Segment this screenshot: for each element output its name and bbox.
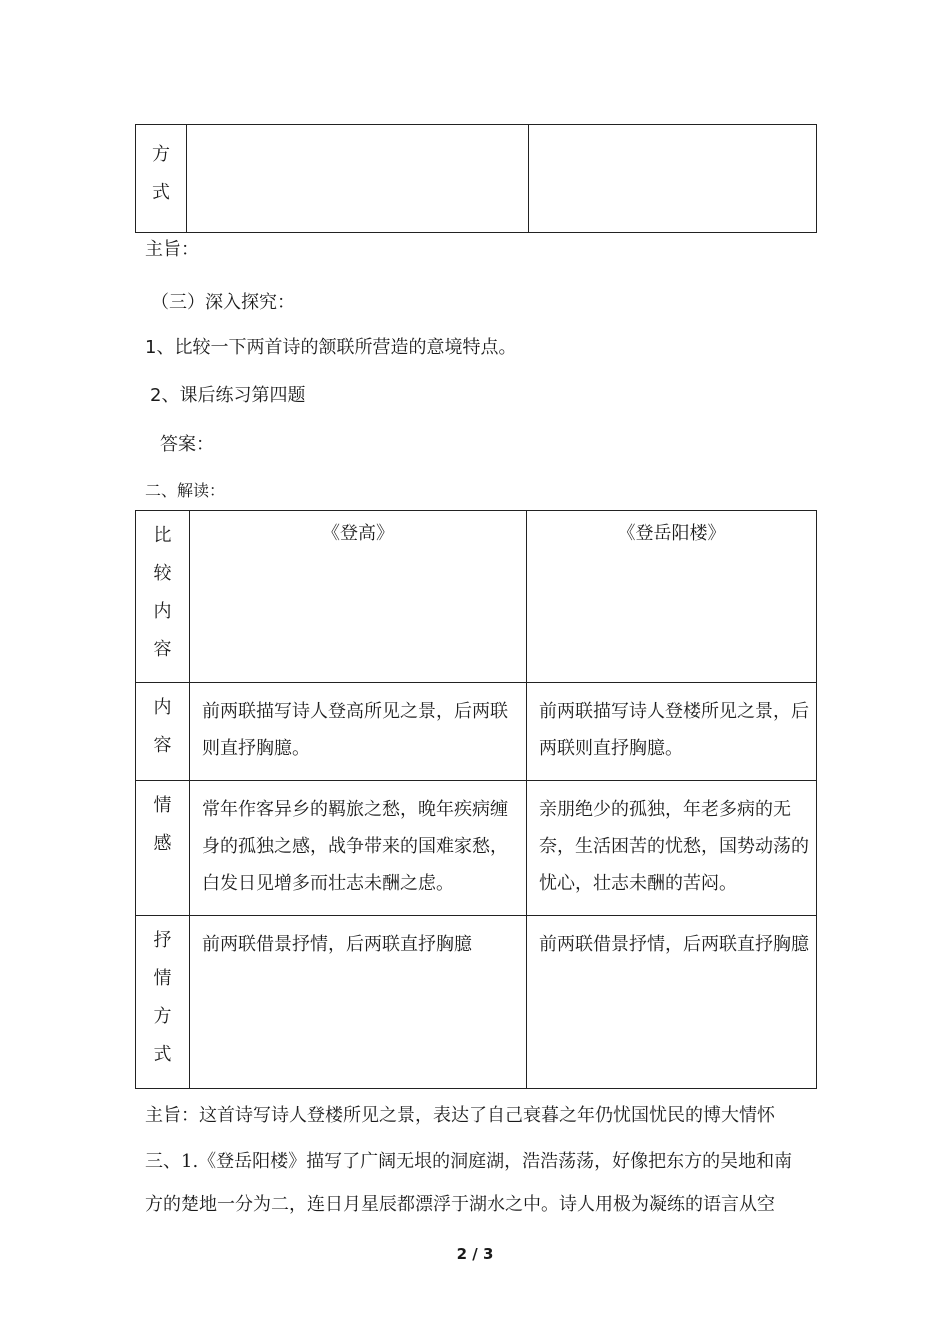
- section-interpret-heading: 二、解读：: [145, 481, 226, 500]
- page-number: 2 / 3: [456, 1245, 494, 1263]
- column-header-dengyueyanglou: 《登岳阳楼》: [527, 511, 817, 683]
- label-char: 内: [153, 697, 172, 718]
- label-char: 容: [153, 735, 172, 756]
- table-top: [135, 124, 817, 233]
- section-3-line-1: 三、1.《登岳阳楼》描写了广阔无垠的洞庭湖，浩浩荡荡，好像把东方的吴地和南: [145, 1151, 793, 1172]
- question-1: 1、比较一下两首诗的颔联所营造的意境特点。: [145, 337, 517, 358]
- answer-label: 答案：: [160, 434, 214, 455]
- label-char: 情: [153, 795, 172, 816]
- table-header-row: [136, 511, 817, 683]
- question-2: 2、课后练习第四题: [150, 385, 306, 406]
- table-cell: [187, 125, 529, 233]
- label-char: 方: [152, 144, 170, 165]
- label-char: 感: [153, 833, 172, 854]
- label-char: 方: [153, 1006, 172, 1027]
- column-header-denggao: 《登高》: [190, 511, 527, 683]
- section-deep-heading: （三）深入探究：: [151, 292, 295, 313]
- section-3-line-2: 方的楚地一分为二，连日月星辰都漂浮于湖水之中。诗人用极为凝练的语言从空: [145, 1194, 775, 1215]
- row-label: [136, 511, 190, 683]
- table-row: [136, 125, 817, 233]
- table-cell: 前两联描写诗人登高所见之景，后两联则直抒胸臆。: [190, 683, 527, 781]
- table-row: [136, 781, 817, 916]
- table-cell: 前两联借景抒情，后两联直抒胸臆: [190, 916, 527, 1089]
- table-cell: [529, 125, 817, 233]
- table-cell: 前两联借景抒情，后两联直抒胸臆: [527, 916, 817, 1089]
- table-cell: 亲朋绝少的孤独，年老多病的无奈，生活困苦的忧愁，国势动荡的忧心，壮志未酬的苦闷。: [527, 781, 817, 916]
- label-char: 式: [152, 182, 170, 203]
- row-label: [136, 916, 190, 1089]
- theme-label: 主旨：: [145, 239, 199, 260]
- table-row: [136, 683, 817, 781]
- row-label: [136, 125, 187, 233]
- label-char: 容: [153, 639, 172, 660]
- label-char: 抒: [153, 930, 172, 951]
- row-label: [136, 781, 190, 916]
- table-compare: [135, 510, 817, 1089]
- label-char: 情: [153, 968, 172, 989]
- label-char: 较: [153, 563, 172, 584]
- row-label: [136, 683, 190, 781]
- label-char: 式: [153, 1044, 172, 1065]
- theme-full: 主旨：这首诗写诗人登楼所见之景，表达了自己衰暮之年仍忧国忧民的博大情怀: [145, 1105, 775, 1126]
- table-row: [136, 916, 817, 1089]
- label-char: 比: [153, 525, 172, 546]
- label-char: 内: [153, 601, 172, 622]
- table-cell: 前两联描写诗人登楼所见之景，后两联则直抒胸臆。: [527, 683, 817, 781]
- table-cell: 常年作客异乡的羁旅之愁，晚年疾病缠身的孤独之感，战争带来的国难家愁，白发日见增多而壮志未酬之虑。: [190, 781, 527, 916]
